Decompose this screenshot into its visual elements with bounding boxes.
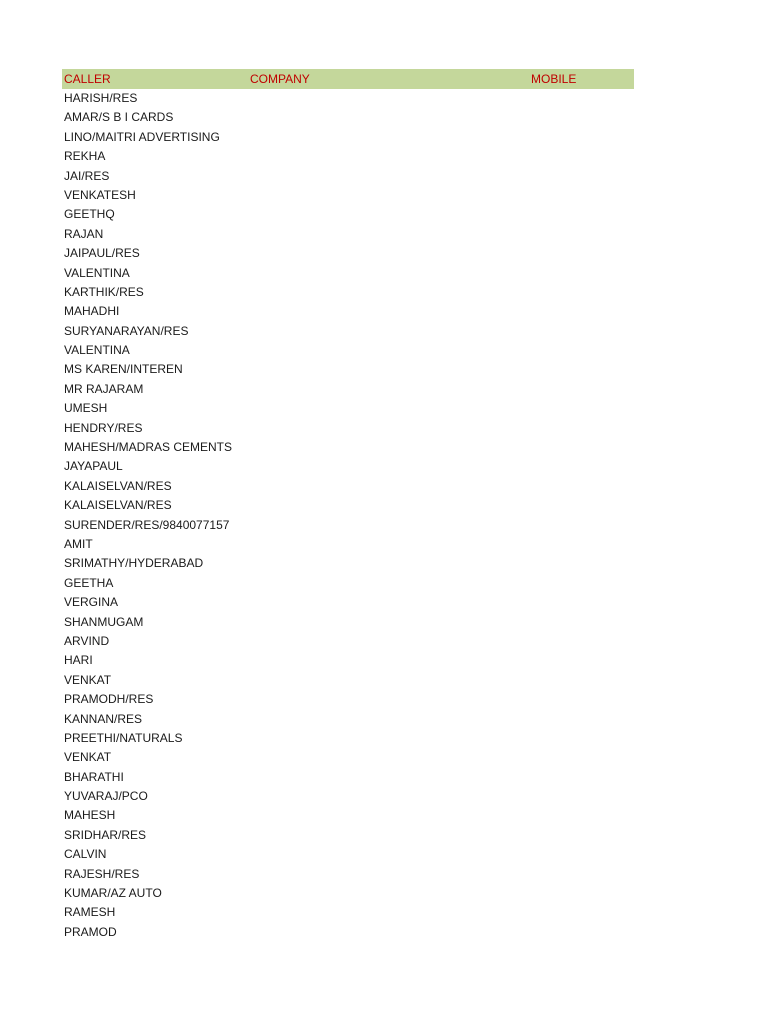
table-row	[62, 574, 634, 593]
table-row	[62, 438, 634, 457]
caller-cell: PREETHI/NATURALS	[64, 730, 183, 745]
caller-cell: CALVIN	[64, 847, 107, 862]
table-row	[62, 845, 634, 864]
caller-cell: GEETHA	[64, 575, 114, 590]
caller-cell: HENDRY/RES	[64, 420, 143, 435]
caller-sheet	[62, 69, 634, 942]
table-row	[62, 147, 634, 166]
caller-cell: VERGINA	[64, 595, 119, 610]
caller-cell: AMAR/S B I CARDS	[64, 110, 174, 125]
table-row	[62, 244, 634, 263]
table-row	[62, 748, 634, 767]
caller-cell: MAHESH	[64, 808, 116, 823]
table-row	[62, 865, 634, 884]
header-company: COMPANY	[250, 72, 310, 86]
table-row	[62, 283, 634, 302]
caller-cell: KALAISELVAN/RES	[64, 498, 172, 513]
table-row	[62, 399, 634, 418]
caller-cell: RAJESH/RES	[64, 866, 140, 881]
caller-cell: KANNAN/RES	[64, 711, 143, 726]
table-row	[62, 108, 634, 127]
table-row	[62, 651, 634, 670]
table-row	[62, 496, 634, 515]
caller-cell: VENKAT	[64, 750, 112, 765]
table-row	[62, 457, 634, 476]
caller-cell: MR RAJARAM	[64, 381, 144, 396]
table-row	[62, 89, 634, 108]
table-row	[62, 535, 634, 554]
table-row	[62, 477, 634, 496]
caller-cell: JAI/RES	[64, 168, 110, 183]
table-row	[62, 671, 634, 690]
table-row	[62, 322, 634, 341]
caller-cell: RAJAN	[64, 226, 104, 241]
table-row	[62, 205, 634, 224]
caller-cell: MAHESH/MADRAS CEMENTS	[64, 440, 233, 455]
caller-cell: SRIMATHY/HYDERABAD	[64, 556, 204, 571]
caller-rows	[62, 89, 634, 942]
caller-cell: AMIT	[64, 536, 93, 551]
table-row	[62, 225, 634, 244]
table-row	[62, 128, 634, 147]
table-row	[62, 360, 634, 379]
caller-cell: HARISH/RES	[64, 91, 138, 105]
table-row	[62, 768, 634, 787]
table-row	[62, 613, 634, 632]
caller-cell: JAIPAUL/RES	[64, 246, 140, 261]
caller-cell: REKHA	[64, 149, 106, 164]
table-row	[62, 516, 634, 535]
table-row	[62, 826, 634, 845]
table-row	[62, 710, 634, 729]
table-row	[62, 380, 634, 399]
caller-cell: KUMAR/AZ AUTO	[64, 886, 162, 901]
caller-cell: SRIDHAR/RES	[64, 827, 147, 842]
table-row	[62, 186, 634, 205]
caller-cell: LINO/MAITRI ADVERTISING	[64, 129, 220, 144]
table-row	[62, 302, 634, 321]
caller-cell: VALENTINA	[64, 265, 130, 280]
caller-cell: KALAISELVAN/RES	[64, 478, 172, 493]
caller-cell: SURYANARAYAN/RES	[64, 323, 189, 338]
table-row	[62, 264, 634, 283]
caller-cell: ARVIND	[64, 633, 110, 648]
caller-cell: HARI	[64, 653, 93, 668]
table-row	[62, 884, 634, 903]
caller-cell: MS KAREN/INTEREN	[64, 362, 183, 377]
caller-cell: SHANMUGAM	[64, 614, 144, 629]
caller-cell: JAYAPAUL	[64, 459, 123, 474]
table-row	[62, 419, 634, 438]
caller-cell: KARTHIK/RES	[64, 284, 144, 299]
caller-cell: MAHADHI	[64, 304, 120, 319]
caller-cell: RAMESH	[64, 905, 116, 920]
table-row	[62, 690, 634, 709]
table-row	[62, 787, 634, 806]
caller-cell: VENKATESH	[64, 187, 136, 202]
caller-cell: UMESH	[64, 401, 108, 416]
caller-cell: PRAMOD	[64, 924, 117, 939]
table-row	[62, 341, 634, 360]
caller-cell: SURENDER/RES/9840077157	[64, 517, 230, 532]
table-row	[62, 729, 634, 748]
header-mobile: MOBILE	[531, 72, 577, 86]
table-row	[62, 167, 634, 186]
table-row	[62, 554, 634, 573]
table-row	[62, 806, 634, 825]
caller-cell: PRAMODH/RES	[64, 692, 154, 707]
caller-cell: BHARATHI	[64, 769, 124, 784]
table-row	[62, 632, 634, 651]
caller-cell: VENKAT	[64, 672, 112, 687]
caller-cell: VALENTINA	[64, 343, 130, 358]
table-row	[62, 593, 634, 612]
table-row	[62, 903, 634, 922]
caller-cell: YUVARAJ/PCO	[64, 789, 148, 804]
header-caller: CALLER	[64, 72, 111, 86]
header-row	[62, 69, 634, 89]
caller-cell: GEETHQ	[64, 207, 115, 222]
table-row	[62, 923, 634, 942]
